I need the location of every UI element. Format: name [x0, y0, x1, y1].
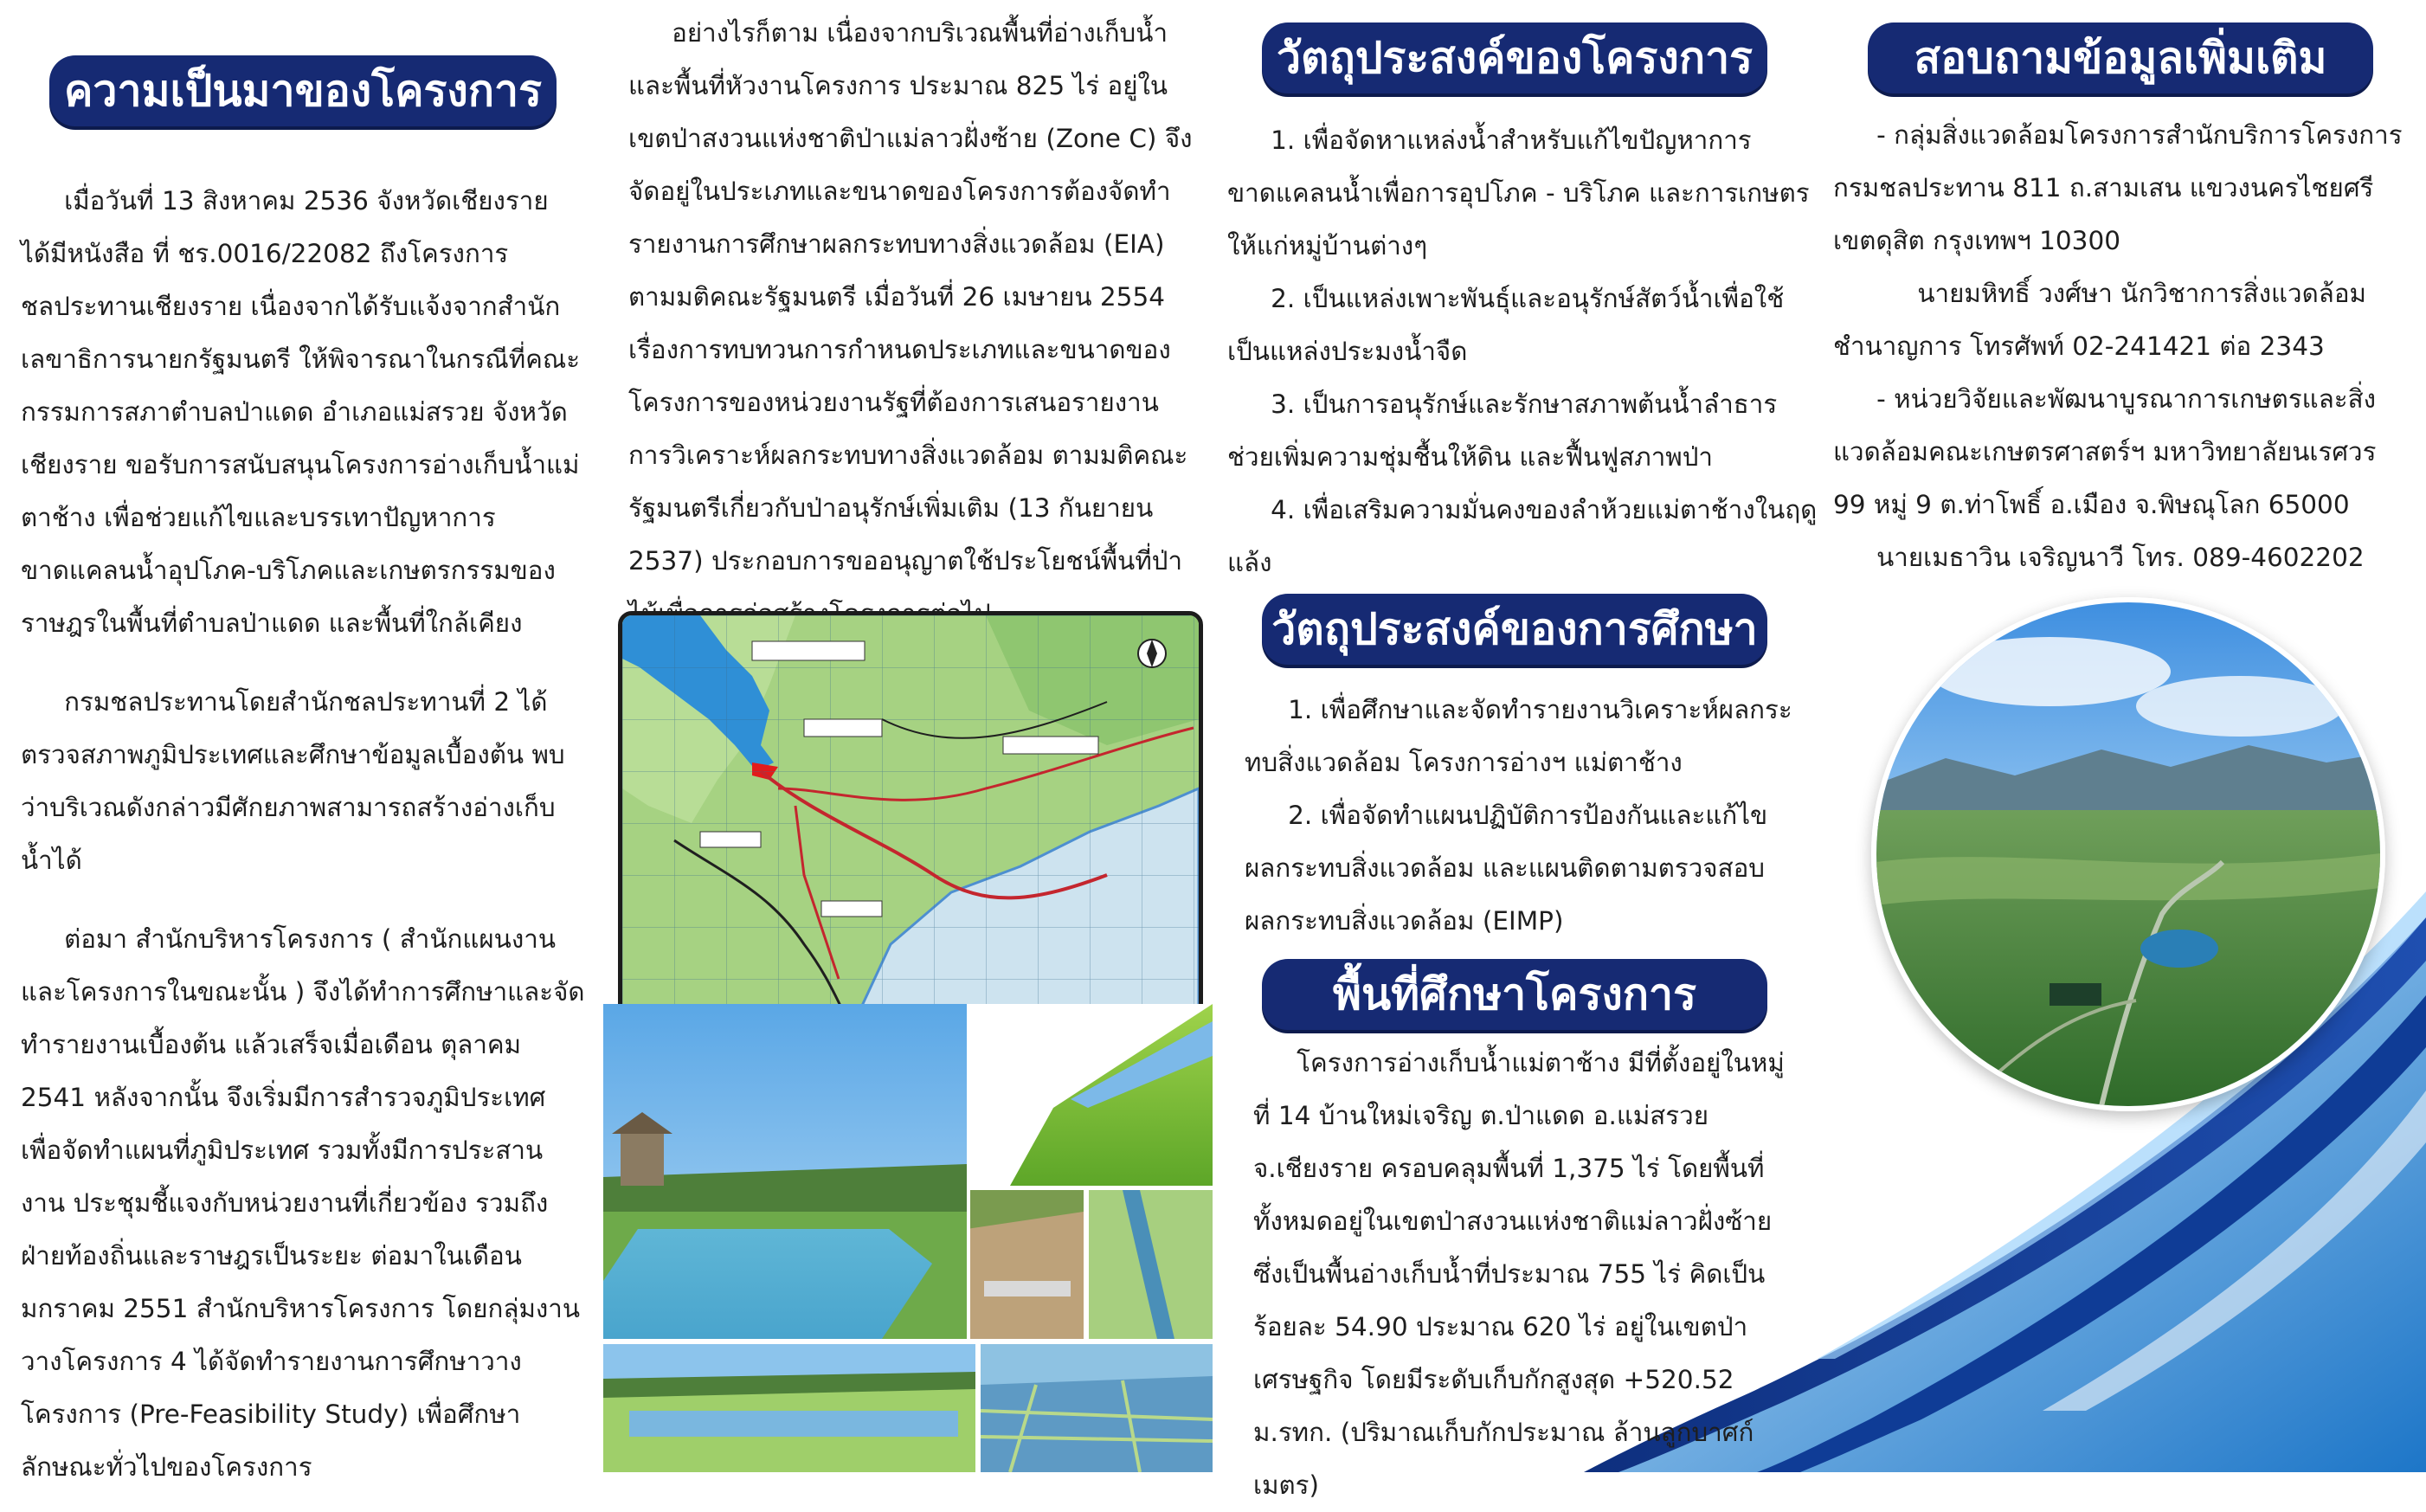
study-area-heading: พื้นที่ศึกษาโครงการ [1333, 968, 1696, 1020]
topographic-map-graphic [622, 615, 1199, 1019]
background-paragraph-2: กรมชลประทานโดยสำนักชลประทานที่ 2 ได้ตรวจสภาพภูมิประเทศและศึกษาข้อมูลเบื้องต้น พบว่าบริเวณดังกล่าวมีศักยภาพสามารถสร้างอ่างเก็บน้ำได้ [21, 687, 565, 875]
aerial-photo-graphic [1876, 602, 2380, 1106]
contact-line-3: - หน่วยวิจัยและพัฒนาบูรณาการเกษตรและสิ่งแวดล้อมคณะเกษตรศาสตร์ฯ มหาวิทยาลัยนเรศวร 99 หมู่ 9 ต.ท่าโพธิ์ อ.เมือง จ.พิษณุโลก 65000 [1833, 384, 2377, 519]
study-item-1: 1. เพื่อศึกษาและจัดทำรายงานวิเคราะห์ผลกระทบสิ่งแวดล้อม โครงการอ่างฯ แม่ตาช้าง [1245, 695, 1792, 777]
objective-item-2: 2. เป็นแหล่งเพาะพันธุ์และอนุรักษ์สัตว์น้ำเพื่อใช้เป็นแหล่งประมงน้ำจืด [1227, 284, 1785, 366]
contact-heading: สอบถามข้อมูลเพิ่มเติม [1914, 32, 2327, 83]
objective-item-1: 1. เพื่อจัดหาแหล่งน้ำสำหรับแก้ไขปัญหาการขาดแคลนน้ำเพื่อการอุปโภค - บริโภค และการเกษตรให้แก่หมู่บ้านต่างๆ [1227, 125, 1810, 261]
background-paragraph-1: เมื่อวันที่ 13 สิงหาคม 2536 จังหวัดเชียงราย ได้มีหนังสือ ที่ ชร.0016/22082 ถึงโครงการชลประทานเชียงราย เนื่องจากได้รับแจ้งจากสำนักเลขาธิการนายกรัฐมนตรี ให้พิจารณาในกรณีที่คณะกรรมการสภาตำบลป่าแดด อำเภอแม่สรวย จังหวัดเชียงราย ขอรับการสนับสนุนโครงการอ่างเก็บน้ำแม่ตาช้าง เพื่อช่วยแก้ไขและบรรเทาปัญหาการขาดแคลนน้ำอุปโภค-บริโภคและเกษตรกรรมของราษฎรในพื้นที่ตำบลป่าแดด และพื้นที่ใกล้เคียง [21, 186, 581, 638]
photo-collage [603, 1004, 1213, 1472]
study-area-text: โครงการอ่างเก็บน้ำแม่ตาช้าง มีที่ตั้งอยู่ในหมู่ที่ 14 บ้านใหม่เจริญ ต.ป่าแดด อ.แม่สรวย จ.เชียงราย ครอบคลุมพื้นที่ 1,375 ไร่ โดยพื้นที่ทั้งหมดอยู่ในเขตป่าสงวนแห่งชาติแม่ลาวฝั่งซ้าย ซึ่งเป็นพื้นอ่างเก็บน้ำที่ประมาณ 755 ไร่ คิดเป็นร้อยละ 54.90 ประมาณ 620 ไร่ อยู่ในเขตป่าเศรษฐกิจ โดยมีระดับเก็บกักสูงสุด +520.52 ม.รทก. (ปริมาณเก็บกักประมาณ ล้านลูกบาศก์เมตร) [1253, 1048, 1785, 1500]
study-item-2: 2. เพื่อจัดทำแผนปฏิบัติการป้องกันและแก้ไขผลกระทบสิ่งแวดล้อม และแผนติดตามตรวจสอบผลกระทบสิ่งแวดล้อม (EIMP) [1245, 801, 1768, 936]
background-text-column [21, 175, 585, 1494]
objective-item-3: 3. เป็นการอนุรักษ์และรักษาสภาพต้นน้ำลำธาร ช่วยเพิ่มความชุ่มชื้นให้ดิน และฟื้นฟูสภาพป่า [1227, 389, 1778, 472]
eia-paragraph: อย่างไรก็ตาม เนื่องจากบริเวณพื้นที่อ่างเก็บน้ำและพื้นที่หัวงานโครงการ ประมาณ 825 ไร่ อยู่ในเขตป่าสงวนแห่งชาติป่าแม่ลาวฝั่งซ้าย (Zone C) จึงจัดอยู่ในประเภทและขนาดของโครงการต้องจัดทำรายงานการศึกษาผลกระทบทางสิ่งแวดล้อม (EIA) ตามมติคณะรัฐมนตรี เมื่อวันที่ 26 เมษายน 2554 เรื่องการทบทวนการกำหนดประเภทและขนาดของโครงการของหน่วยงานรัฐที่ต้องการเสนอรายงานการวิเคราะห์ผลกระทบทางสิ่งแวดล้อม ตามมติคณะรัฐมนตรีเกี่ยวกับป่าอนุรักษ์เพิ่มเติม (13 กันยายน 2537) ประกอบการขออนุญาตใช้ประโยชน์พื้นที่ป่า [628, 18, 1193, 576]
photo-collage-graphic [603, 1004, 1213, 1472]
project-objectives-heading: วัตถุประสงค์ของโครงการ [1276, 32, 1754, 83]
eia-text-column [628, 7, 1200, 640]
contact-line-2: นายมหิทธิ์ วงศ์ษา นักวิชาการสิ่งแวดล้อมชำนาญการ โทรศัพท์ 02-241421 ต่อ 2343 [1833, 279, 2366, 361]
contact-heading-background [1868, 23, 2373, 93]
contact-line-1: - กลุ่มสิ่งแวดล้อมโครงการสำนักบริการโครงการ กรมชลประทาน 811 ถ.สามเสน แขวงนครไชยศรี เขตดุสิต กรุงเทพฯ 10300 [1833, 120, 2403, 255]
contact-column [1833, 109, 2415, 584]
project-objectives-column [1227, 114, 1818, 589]
study-objectives-heading: วัตถุประสงค์ของการศึกษา [1271, 603, 1758, 654]
aerial-photo-circle [1871, 597, 2385, 1111]
project-map [618, 611, 1203, 1023]
section-heading-background [49, 55, 557, 126]
section-heading-title: ความเป็นมาของโครงการ [63, 65, 542, 116]
objective-item-4: 4. เพื่อเสริมความมั่นคงของลำห้วยแม่ตาช้างในฤดูแล้ง [1227, 495, 1818, 577]
study-objectives-heading-background [1262, 594, 1767, 665]
study-area-column [1253, 1037, 1799, 1512]
background-paragraph-3: ต่อมา สำนักบริหารโครงการ ( สำนักแผนงานและโครงการในขณะนั้น ) จึงได้ทำการศึกษาและจัดทำรายงานเบื้องต้น แล้วเสร็จเมื่อเดือน ตุลาคม 2541 หลังจากนั้น จึงเริ่มมีการสำรวจภูมิประเทศ เพื่อจัดทำแผนที่ภูมิประเทศ รวมทั้งมีการประสานงาน ประชุมชี้แจงกับหน่วยงานที่เกี่ยวข้อง รวมถึงฝ่ายท้องถิ่นและราษฎรเป็นระยะ ต่อมาในเดือน มกราคม 2551 สำนักบริหารโครงการ โดยกลุ่มงานวางโครงการ 4 ได้จัดทำรายงานการศึกษาวางโครงการ (Pre-Feasibility Study) เพื่อศึกษาลักษณะทั่วไปของโครงการ [21, 924, 585, 1482]
contact-line-4: นายเมธาวิน เจริญนาวี โทร. 089-4602202 [1876, 543, 2365, 572]
project-objectives-heading-background [1262, 23, 1767, 93]
